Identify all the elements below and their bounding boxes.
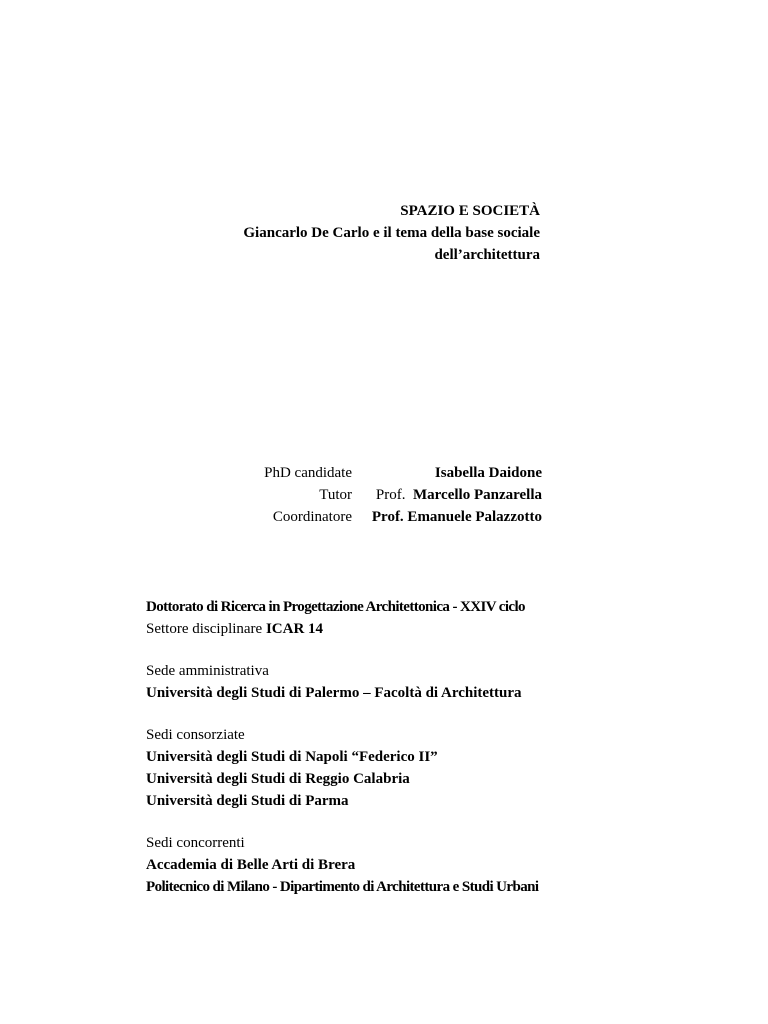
competitor-item: Politecnico di Milano - Dipartimento di Architettura e Studi Urbani [146, 879, 539, 895]
sector-line [146, 618, 706, 640]
role-name: Isabella Daidone [434, 465, 542, 481]
consortium-heading: Sedi consorziate [146, 727, 245, 743]
role-label: Tutor [319, 487, 352, 503]
spacer [146, 640, 706, 660]
thesis-title: SPAZIO E SOCIETÀ [400, 203, 540, 219]
sector-label: Settore disciplinare [146, 621, 266, 637]
thesis-title-block [180, 200, 540, 266]
sector-value: ICAR 14 [265, 621, 324, 637]
role-value [358, 506, 542, 528]
role-name: Prof. Emanuele Palazzotto [371, 509, 542, 525]
role-name: Marcello Panzarella [413, 487, 542, 503]
role-value [358, 484, 542, 506]
role-row-tutor [230, 484, 542, 506]
consortium-item: Università degli Studi di Reggio Calabria [146, 771, 410, 787]
spacer [146, 812, 706, 832]
administrative-heading: Sede amministrativa [146, 663, 269, 679]
role-label: Coordinatore [272, 509, 352, 525]
consortium-item: Università degli Studi di Parma [146, 793, 349, 809]
consortium-item: Università degli Studi di Napoli “Federico II” [146, 749, 438, 765]
spacer [146, 704, 706, 724]
role-row-coordinator [230, 506, 542, 528]
thesis-subtitle-line-2: dell’architettura [434, 247, 540, 263]
role-value [358, 462, 542, 484]
institution-info [146, 596, 706, 898]
competitors-heading: Sedi concorrenti [146, 835, 245, 851]
role-label: PhD candidate [264, 465, 352, 481]
roles-table [230, 462, 542, 528]
role-row-candidate [230, 462, 542, 484]
thesis-subtitle-line-1: Giancarlo De Carlo e il tema della base sociale [243, 225, 540, 241]
administrative-value: Università degli Studi di Palermo – Facoltà di Architettura [146, 685, 522, 701]
doctorate-program: Dottorato di Ricerca in Progettazione Architettonica - XXIV ciclo [146, 599, 525, 615]
competitor-item: Accademia di Belle Arti di Brera [146, 857, 356, 873]
role-prefix: Prof. [375, 487, 413, 503]
